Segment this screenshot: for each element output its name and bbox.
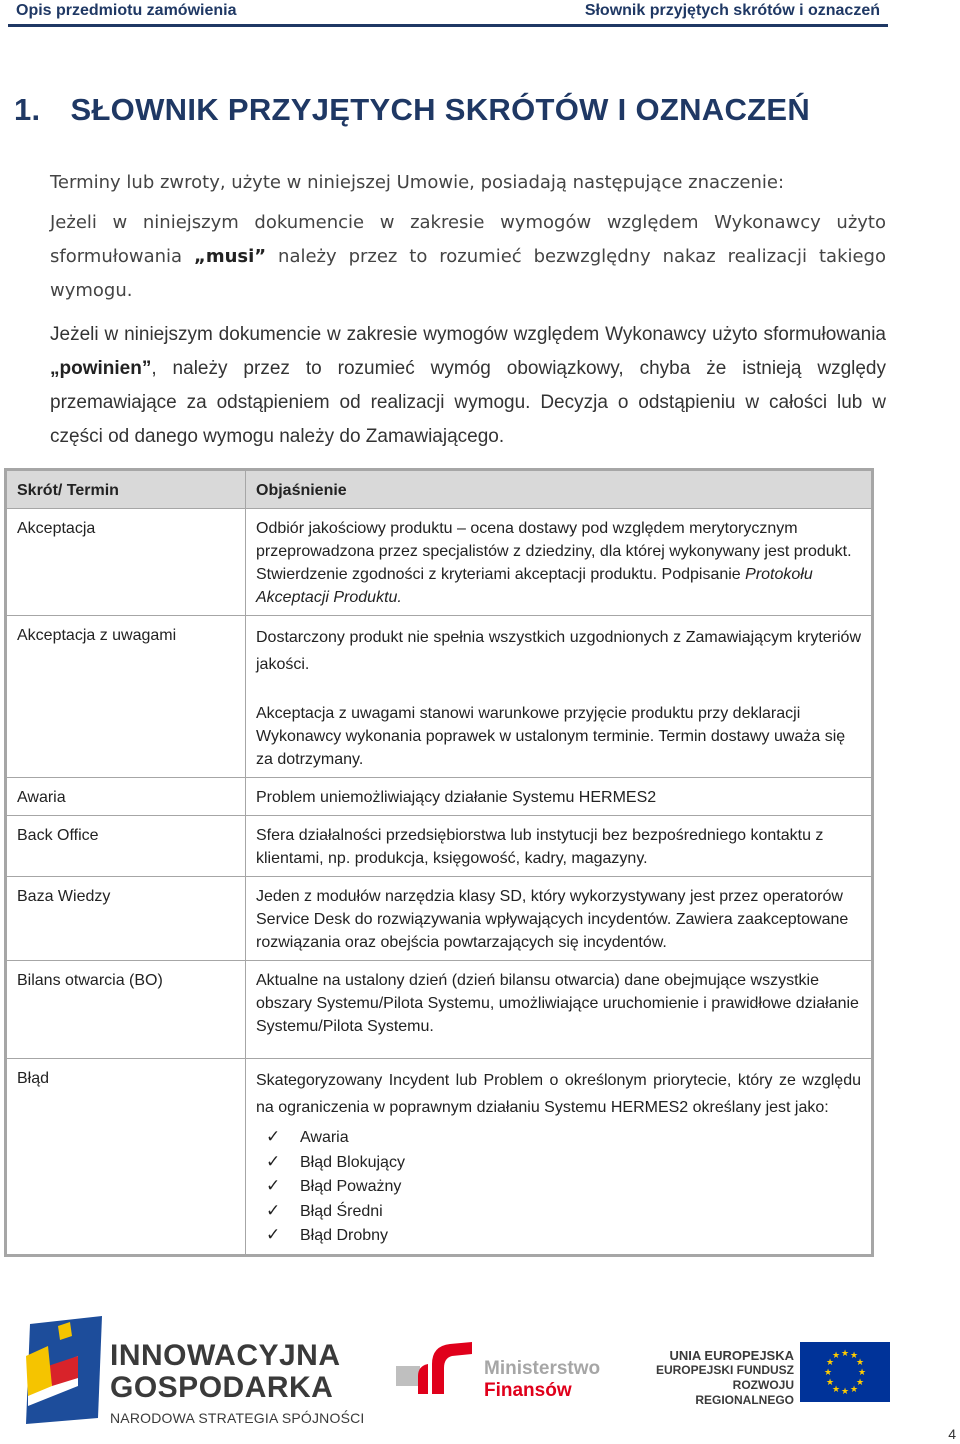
term-cell: Awaria [6,778,246,816]
severity-list [256,1125,861,1248]
table-header-row [6,470,873,509]
definition-text: Odbiór jakościowy produktu – ocena dostawy pod względem merytorycznym przeprowadzona przez specjalistów z dziedziny, dla której wykonywany jest produkt. Stwierdzenie zgodności z kryteriami akceptacji produktu. Podpisanie [256,520,852,583]
definition-cell: Sfera działalności przedsiębiorstwa lub instytucji bez bezpośredniego kontaktu z klientami, np. produkcja, księgowość, kadry, magazyny. [246,816,873,877]
table-row [6,616,873,778]
column-header-term: Skrót/ Termin [6,470,246,509]
term-musi: „musi” [194,246,267,267]
list-item-label: Błąd Poważny [300,1178,402,1195]
definition-cell [246,509,873,616]
term-cell: Akceptacja [6,509,246,616]
eu-line-3: ROZWOJU REGIONALNEGO [695,1378,794,1407]
term-cell: Baza Wiedzy [6,877,246,961]
ministry-of-finance-logo-icon [396,1338,476,1398]
svg-text:★: ★ [825,1378,835,1388]
list-item-label: Awaria [300,1129,349,1146]
definition-italic: Protokołu Akceptacji Produktu. [256,566,813,606]
definition-text: Skategoryzowany Incydent lub Problem o określonym priorytecie, który ze względu na ograniczenia w poprawnym działaniu Systemu HERMES2 określany jest jako: [256,1072,861,1116]
eu-line-1: UNIA EUROPEJSKA [669,1348,794,1363]
svg-text:★: ★ [831,1351,841,1361]
definition-text-2: Akceptacja z uwagami stanowi warunkowe przyjęcie produktu przy deklaracji Wykonawcy wykonania poprawek w ustalonym terminie. Termin dostawy uważa się za dotrzymany. [256,705,846,768]
definition-cell [246,616,873,778]
svg-text:★: ★ [840,1387,850,1397]
ig-line-3: NARODOWA STRATEGIA SPÓJNOŚCI [110,1410,365,1426]
list-item-label: Błąd Drobny [300,1227,389,1244]
table-row [6,961,873,1059]
definition-cell: Jeden z modułów narzędzia klasy SD, który wykorzystywany jest przez operatorów Service Desk do rozwiązywania wpływających incydentów. Zawiera zaakceptowane rozwiązania oraz obejścia powtarzających się incydentów. [246,877,873,961]
paragraph-musi-pre: Jeżeli w niniejszym dokumencie w zakresie wymogów względem Wykonawcy użyto sformułowania [50,212,886,267]
paragraph-powinien [50,318,886,454]
svg-text:★: ★ [857,1368,867,1378]
ministry-of-finance-wordmark [484,1358,600,1402]
mf-line-1: Ministerstwo [484,1358,601,1379]
checkmark-icon: ✓ [266,1151,281,1171]
footer-logos [0,1300,960,1444]
section-heading [14,92,810,128]
ig-line-2: GOSPODARKA [110,1371,334,1404]
term-cell: Akceptacja z uwagami [6,616,246,778]
table-row [6,509,873,616]
definition-text: Dostarczony produkt nie spełnia wszystkich uzgodnionych z Zamawiającym kryteriów jakości. [256,629,861,673]
list-item [266,1199,861,1224]
svg-text:★: ★ [855,1358,865,1368]
page-number: 4 [948,1426,956,1442]
column-header-definition: Objaśnienie [246,470,873,509]
table-row [6,816,873,877]
innovative-economy-flag-logo [18,1316,108,1426]
header-right-title: Słownik przyjętych skrótów i oznaczeń [584,2,880,19]
definition-cell: Aktualne na ustalony dzień (dzień bilansu otwarcia) dane obejmujące wszystkie obszary Systemu/Pilota Systemu, umożliwiające uruchomienie i prawidłowe działanie Systemu/Pilota Systemu. [246,961,873,1059]
definition-cell: Problem uniemożliwiający działanie Systemu HERMES2 [246,778,873,816]
list-item-label: Błąd Blokujący [300,1153,405,1171]
table-row [6,1059,873,1256]
checkmark-icon: ✓ [266,1200,281,1220]
checkmark-icon: ✓ [266,1176,281,1195]
paragraph-powinien-post: , należy przez to rozumieć wymóg obowiązkowy, chyba że istnieją względy przemawiające za odstąpieniem od realizacji wymogu. Decyzja o odstąpieniu w całości lub w części od danego wymogu należy do Zamawiającego. [50,358,886,447]
checkmark-icon: ✓ [266,1127,281,1146]
definition-cell [246,1059,873,1256]
list-item [266,1174,861,1199]
svg-text:★: ★ [840,1349,850,1359]
section-number: 1. [14,92,41,127]
term-powinien: „powinien” [50,358,152,379]
list-item [266,1150,861,1175]
ig-line-1: INNOWACYJNA [110,1339,341,1372]
list-item [266,1223,861,1248]
eu-fund-wordmark [648,1348,794,1408]
list-item [266,1125,861,1150]
eu-flag-icon [800,1342,890,1402]
term-cell: Back Office [6,816,246,877]
term-cell: Błąd [6,1059,246,1256]
term-cell: Bilans otwarcia (BO) [6,961,246,1059]
checkmark-icon: ✓ [266,1225,281,1244]
table-row [6,778,873,816]
list-item-label: Błąd Średni [300,1202,383,1220]
svg-text:★: ★ [823,1368,833,1378]
svg-text:★: ★ [855,1378,865,1388]
eu-line-2: EUROPEJSKI FUNDUSZ [655,1363,794,1377]
table-row [6,877,873,961]
intro-line: Terminy lub zwroty, użyte w niniejszej Umowie, posiadają następujące znaczenie: [50,172,785,193]
section-title: SŁOWNIK PRZYJĘTYCH SKRÓTÓW I OZNACZEŃ [70,92,811,127]
paragraph-musi-post: należy przez to rozumieć bezwzględny nakaz realizacji takiego wymogu. [50,246,887,301]
header-left-title: Opis przedmiotu zamówienia [16,2,237,19]
running-header [8,0,888,27]
paragraph-powinien-pre: Jeżeli w niniejszym dokumencie w zakresie wymogów względem Wykonawcy użyto sformułowania [50,324,886,345]
svg-text:★: ★ [849,1385,859,1395]
svg-text:★: ★ [849,1351,859,1361]
svg-text:★: ★ [825,1358,835,1368]
innovative-economy-wordmark [110,1340,365,1428]
svg-text:★: ★ [831,1385,841,1395]
paragraph-musi [50,206,886,308]
mf-line-2: Finansów [484,1380,572,1401]
glossary-table [4,468,874,1257]
